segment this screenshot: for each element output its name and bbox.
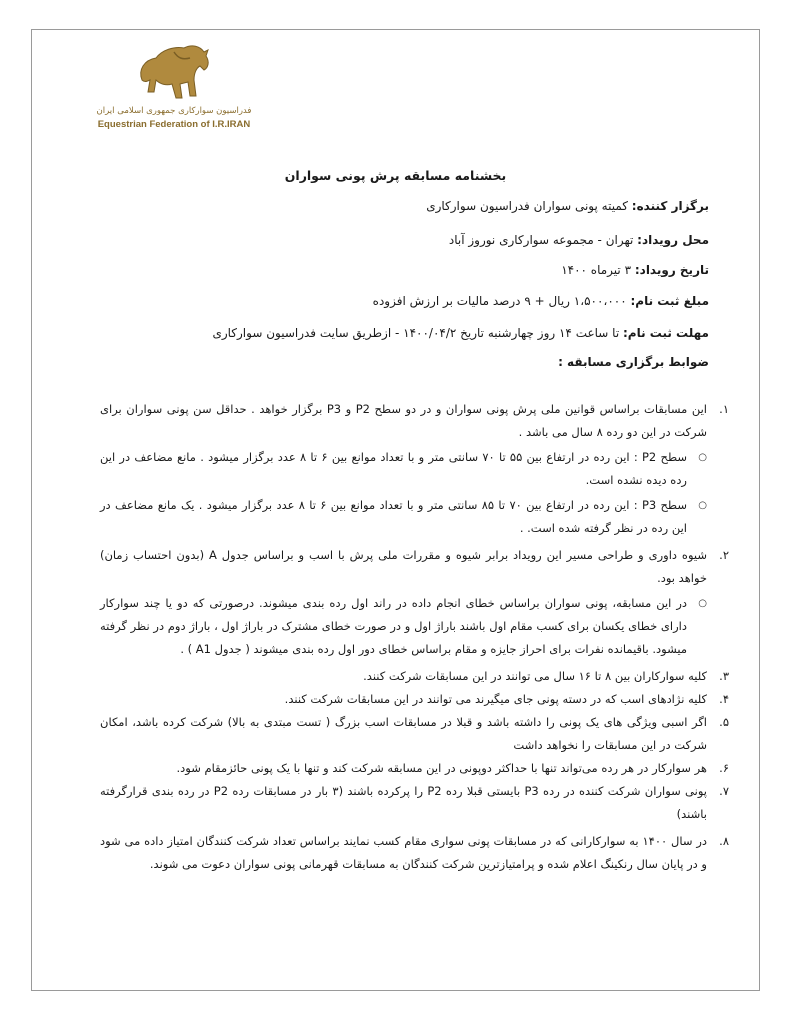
info-value: کمیته پونی سواران فدراسیون سوارکاری <box>426 199 632 213</box>
info-organizer <box>426 199 709 213</box>
logo-name-en: Equestrian Federation of I.R.IRAN <box>97 119 251 130</box>
federation-logo <box>60 40 260 140</box>
info-value: تا ساعت ۱۴ روز چهارشنبه تاریخ ۱۴۰۰/۰۴/۲ - ازطریق سایت فدراسیون سوارکاری <box>212 326 623 340</box>
info-value: تهران - مجموعه سوارکاری نوروز آباد <box>448 233 638 247</box>
rule-text: این مسابقات براساس قوانین ملی پرش پونی سواران و در دو سطح P2 و P3 برگزار خواهد . حداقل سن پونی سواران برای شرکت در این دو رده ۸ سال می باشد . <box>100 402 707 439</box>
info-fee <box>373 294 709 308</box>
info-deadline <box>212 326 709 340</box>
rule-number: ۸. <box>719 834 729 848</box>
info-value: ۱،۵۰۰،۰۰۰ ریال + ۹ درصد مالیات بر ارزش افزوده <box>372 294 631 308</box>
rule-subitem <box>100 446 709 492</box>
rules-heading: ضوابط برگزاری مسابقه : <box>558 355 709 369</box>
rule-text: در سال ۱۴۰۰ به سوارکارانی که در مسابقات پونی سواری مقام کسب نمایند براساس تعداد شرکت کنندگان امتیاز داده می شود و در پایان سال رنکینگ اعلام شده و پرامتیازترین شرکت کنندگان به مسابقات قهرمانی پونی سواران دعوت می شوند. <box>100 834 708 871</box>
rule-text: هر سوارکار در هر رده می‌تواند تنها با حداکثر دوپونی در این مسابقه شرکت کند و تنها با یک پونی حائزمقام شود. <box>176 761 707 775</box>
circle-bullet-icon: ○ <box>698 452 707 463</box>
rule-number: ۶. <box>719 761 729 775</box>
circle-bullet-icon: ○ <box>698 598 707 609</box>
info-label: مبلغ ثبت نام: <box>630 294 709 308</box>
info-value: ۳ تیرماه ۱۴۰۰ <box>561 263 635 277</box>
rule-subtext: سطح P3 : این رده در ارتفاع بین ۷۰ تا ۸۵ سانتی متر و با تعداد موانع بین ۶ تا ۸ عدد برگزار میشود . یک مانع مضاعف در این رده در نظر گرفته شده است. . <box>100 498 688 535</box>
info-label: مهلت ثبت نام: <box>622 326 709 340</box>
rule-number: ۱. <box>719 402 729 416</box>
rule-subitem <box>100 592 709 661</box>
info-label: محل رویداد: <box>637 233 709 247</box>
rule-number: ۵. <box>719 715 729 729</box>
rule-text: کلیه سوارکاران بین ۸ تا ۱۶ سال می توانند در این مسابقات شرکت کنند. <box>363 669 707 683</box>
rule-text: پونی سواران شرکت کننده در رده P3 بایستی قبلا رده P2 را پرکرده باشند (۳ بار در مسابقات رده P2 در رده بندی قرارگرفته باشند) <box>100 784 707 821</box>
logo-name-fa: فدراسیون سوارکاری جمهوری اسلامی ایران <box>96 106 252 116</box>
rule-text: کلیه نژادهای اسب که در دسته پونی جای میگیرند می توانند در این مسابقات شرکت کنند. <box>284 692 707 706</box>
rule-item <box>100 398 729 444</box>
rule-item <box>100 665 729 688</box>
horse-logo-icon <box>134 40 214 102</box>
rule-item <box>100 830 729 876</box>
rule-subtext: سطح P2 : این رده در ارتفاع بین ۵۵ تا ۷۰ سانتی متر و با تعداد موانع بین ۶ تا ۸ عدد برگزار میشود . مانع مضاعف در این رده دیده نشده است. <box>100 450 688 487</box>
rule-item <box>100 780 729 826</box>
circle-bullet-icon: ○ <box>698 500 707 511</box>
rule-number: ۴. <box>719 692 729 706</box>
rule-text: اگر اسبی ویژگی های یک پونی را داشته باشد و قبلا در مسابقات اسب بزرگ ( تست مبتدی به بالا) شرکت کرده باشد، امکان شرکت در این مسابقات را نخواهد داشت <box>100 715 707 752</box>
rule-number: ۲. <box>719 548 729 562</box>
rule-subtext: در این مسابقه، پونی سواران براساس خطای انجام داده در راند اول رده بندی میشوند. درصورتی که دو یا چند سوارکار دارای خطای یکسان برای کسب مقام اول باشند باراژ اول و در صورت خطای مشترک در باراژ اول ، باراژ دوم در نظر گرفته میشود. باقیمانده نفرات برای احراز جایزه و مقام براساس خطای دور اول رده بندی میشوند ( جدول A1 ) . <box>100 596 687 656</box>
rule-subitem <box>100 494 709 540</box>
info-venue <box>449 233 709 247</box>
rules-list <box>100 398 729 876</box>
info-label: تاریخ رویداد: <box>634 263 709 277</box>
rule-text: شیوه داوری و طراحی مسیر این رویداد برابر شیوه و مقررات ملی پرش با اسب و براساس جدول A (بدون احتساب زمان) خواهد بود. <box>100 548 707 585</box>
rule-number: ۷. <box>719 784 729 798</box>
page-title: بخشنامه مسابقه پرش پونی سواران <box>284 168 507 183</box>
info-label: برگزار کننده: <box>631 199 709 213</box>
rule-item <box>100 688 729 711</box>
rule-number: ۳. <box>719 669 729 683</box>
rule-item <box>100 544 729 590</box>
rule-item <box>100 757 729 780</box>
rule-item <box>100 711 729 757</box>
info-date <box>561 263 709 277</box>
